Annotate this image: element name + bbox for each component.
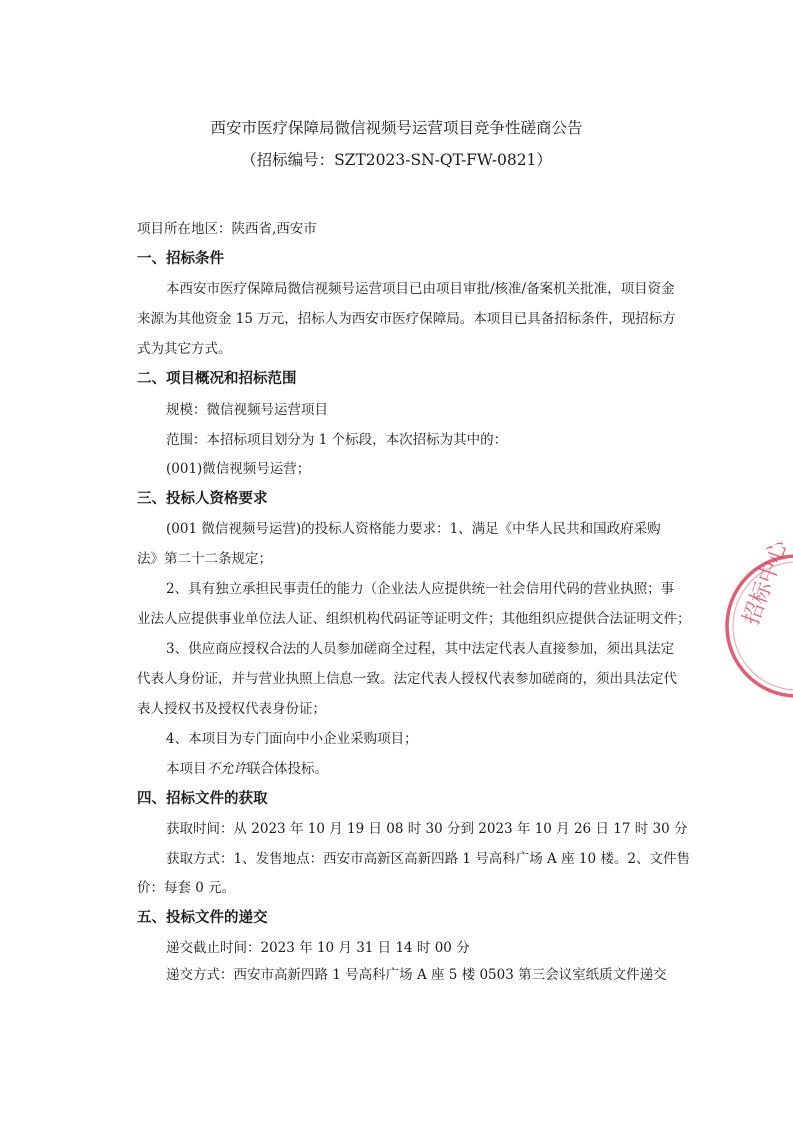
note-emphasis: 不允许 xyxy=(206,761,247,777)
paragraph-line: 法》第二十二条规定； xyxy=(137,551,272,567)
svg-text:招标中心: 招标中心 xyxy=(738,537,793,629)
note-suffix: 联合体投标。 xyxy=(247,761,328,777)
section-heading-5: 五、投标文件的递交 xyxy=(137,910,268,926)
paragraph-line: 获取时间：从 2023 年 10 月 19 日 08 时 30 分到 2023 年 10 月 26 日 17 时 30 分 xyxy=(166,821,688,837)
document-title: 西安市医疗保障局微信视频号运营项目竞争性磋商公告 xyxy=(210,119,583,137)
paragraph-line: 来源为其他资金 15 万元，招标人为西安市医疗保障局。本项目已具备招标条件，现招标方 xyxy=(137,311,676,327)
section-heading-2: 二、项目概况和招标范围 xyxy=(137,371,297,387)
paragraph-line: 3、供应商应授权合法的人员参加磋商全过程，其中法定代表人直接参加，须出具法定 xyxy=(166,641,675,657)
paragraph-line: 规模：微信视频号运营项目 xyxy=(166,402,328,418)
paragraph-line: 业法人应提供事业单位法人证、组织机构代码证等证明文件；其他组织应提供合法证明文件； xyxy=(137,611,691,627)
paragraph-line: 递交方式：西安市高新四路 1 号高科广场 A 座 5 楼 0503 第三会议室纸质文件递交 xyxy=(166,967,667,983)
section-heading-1: 一、招标条件 xyxy=(137,251,224,267)
tender-number: （招标编号：SZT2023-SN-QT-FW-0821） xyxy=(241,151,552,169)
paragraph-line: 获取方式：1、发售地点：西安市高新区高新四路 1 号高科广场 A 座 10 楼。2、文件售 xyxy=(166,851,690,867)
section-heading-3: 三、投标人资格要求 xyxy=(137,491,268,507)
consortium-note xyxy=(166,760,328,778)
note-prefix: 本项目 xyxy=(166,761,207,777)
paragraph-line: (001 微信视频号运营)的投标人资格能力要求：1、满足《中华人民共和国政府采购 xyxy=(166,521,661,537)
paragraph-line: 范围：本招标项目划分为 1 个标段，本次招标为其中的： xyxy=(166,432,508,448)
paragraph-line: 2、具有独立承担民事责任的能力（企业法人应提供统一社会信用代码的营业执照；事 xyxy=(166,581,675,597)
paragraph-line: 式为其它方式。 xyxy=(137,341,232,357)
paragraph-line: 本西安市医疗保障局微信视频号运营项目已由项目审批/核准/备案机关批准，项目资金 xyxy=(166,281,675,297)
paragraph-line: 价：每套 0 元。 xyxy=(137,880,236,896)
section-heading-4: 四、招标文件的获取 xyxy=(137,791,268,807)
paragraph-line: 表人授权书及授权代表身份证； xyxy=(137,701,326,717)
paragraph-line: (001)微信视频号运营； xyxy=(166,461,311,477)
project-region: 项目所在地区：陕西省,西安市 xyxy=(137,221,317,237)
paragraph-line: 代表人身份证，并与营业执照上信息一致。法定代表人授权代表参加磋商的，须出具法定代 xyxy=(137,671,677,687)
official-seal xyxy=(722,536,793,716)
paragraph-line: 递交截止时间：2023 年 10 月 31 日 14 时 00 分 xyxy=(166,940,470,956)
paragraph-line: 4、本项目为专门面向中小企业采购项目； xyxy=(166,731,418,747)
